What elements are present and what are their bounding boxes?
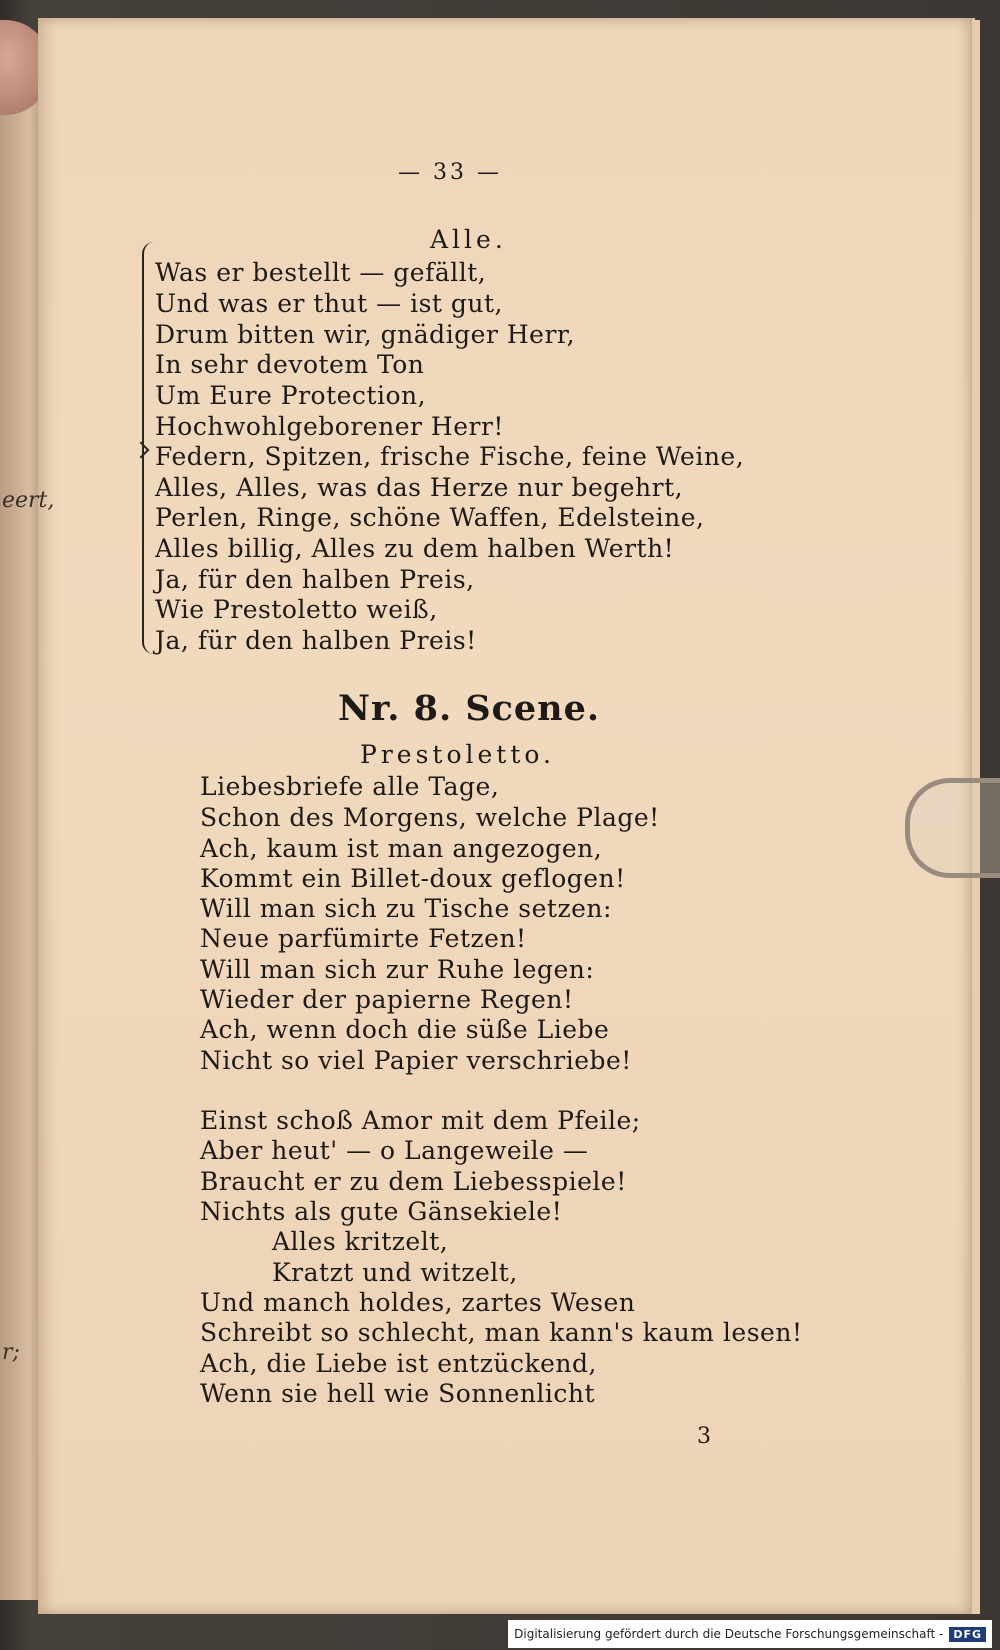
verse-line: Alles kritzelt, xyxy=(272,1227,449,1256)
chorus-line: Ja, für den halben Preis! xyxy=(155,626,477,655)
chorus-line: Hochwohlgeborener Herr! xyxy=(155,412,504,441)
chorus-line: Perlen, Ringe, schöne Waffen, Edelsteine, xyxy=(155,503,705,532)
paper-clip xyxy=(905,778,1000,878)
chorus-line: Alles, Alles, was das Herze nur begehrt, xyxy=(155,473,684,502)
chorus-line: Drum bitten wir, gnädiger Herr, xyxy=(155,320,576,349)
chorus-line: Um Eure Protection, xyxy=(155,381,427,410)
verse-line: Will man sich zur Ruhe legen: xyxy=(200,955,595,984)
verse-line: Braucht er zu dem Liebesspiele! xyxy=(200,1167,627,1196)
verse-line: Kommt ein Billet-doux geflogen! xyxy=(200,864,626,893)
verse-line: Ach, wenn doch die süße Liebe xyxy=(200,1015,610,1044)
verse-line: Und manch holdes, zartes Wesen xyxy=(200,1288,636,1317)
speaker-prestoletto: Prestoletto. xyxy=(360,740,555,769)
verse-line: Schreibt so schlecht, man kann's kaum lesen! xyxy=(200,1318,803,1347)
chorus-line: Was er bestellt — gefällt, xyxy=(155,258,487,287)
verse-line: Schon des Morgens, welche Plage! xyxy=(200,803,660,832)
verse-line: Will man sich zu Tische setzen: xyxy=(200,894,612,923)
verse-line: Aber heut' — o Langeweile — xyxy=(200,1136,589,1165)
left-margin-mark: r; xyxy=(2,1340,20,1365)
chorus-line: In sehr devotem Ton xyxy=(155,350,425,379)
left-margin-mark: eert, xyxy=(2,488,55,513)
chorus-line: Und was er thut — ist gut, xyxy=(155,289,503,318)
verse-line: Nichts als gute Gänsekiele! xyxy=(200,1197,563,1226)
chorus-line: Federn, Spitzen, frische Fische, feine Weine, xyxy=(155,442,745,471)
verse-line: Ach, kaum ist man angezogen, xyxy=(200,834,603,863)
page-number: — 33 — xyxy=(398,160,502,185)
scene-heading: Nr. 8. Scene. xyxy=(338,688,601,729)
verse-line: Liebesbriefe alle Tage, xyxy=(200,772,500,801)
verse-line: Wieder der papierne Regen! xyxy=(200,985,574,1014)
verse-line: Kratzt und witzelt, xyxy=(272,1258,518,1287)
speaker-chorus: Alle. xyxy=(430,225,507,254)
verse-line: Ach, die Liebe ist entzückend, xyxy=(200,1349,597,1378)
dfg-logo: DFG xyxy=(949,1627,986,1642)
chorus-line: Ja, für den halben Preis, xyxy=(155,565,475,594)
verse-line: Einst schoß Amor mit dem Pfeile; xyxy=(200,1106,641,1135)
verse-line: Wenn sie hell wie Sonnenlicht xyxy=(200,1379,596,1408)
chorus-line: Alles billig, Alles zu dem halben Werth! xyxy=(155,534,675,563)
digitization-footer xyxy=(508,1620,992,1648)
verse-line: Nicht so viel Papier verschriebe! xyxy=(200,1046,632,1075)
chorus-line: Wie Prestoletto weiß, xyxy=(155,595,438,624)
verse-line: Neue parfümirte Fetzen! xyxy=(200,924,527,953)
sheet-number: 3 xyxy=(697,1424,712,1449)
footer-text: Digitalisierung gefördert durch die Deutsche Forschungsgemeinschaft - xyxy=(514,1627,944,1641)
